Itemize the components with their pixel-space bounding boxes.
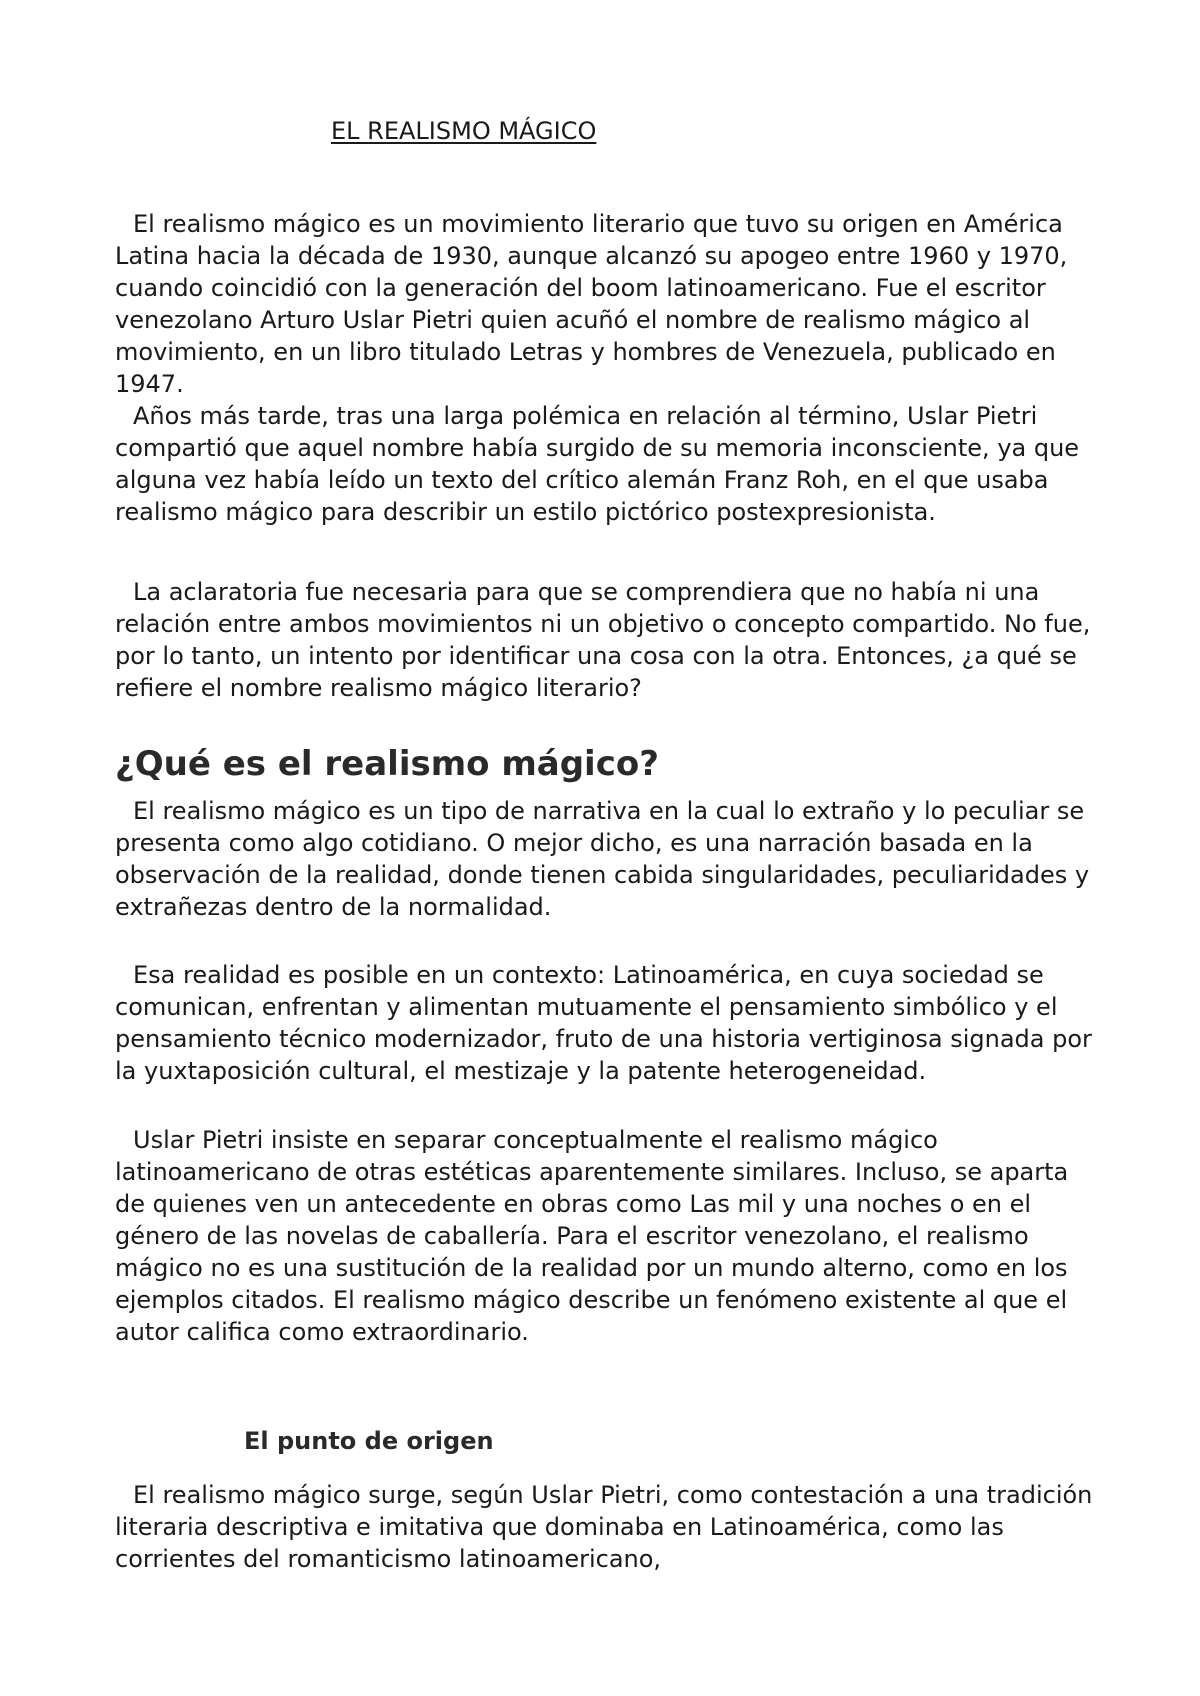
paragraph-origin: El realismo mágico es un movimiento literario que tuvo su origen en América Latina hacia la década de 1930, aunque alcanzó su apogeo entre 1960 y 1970, cuando coincidió con la generación del boom latinoamericano. Fue el escritor venezolano Arturo Uslar Pietri quien acuñó el nombre de realismo mágico al movimiento, en un libro titulado Letras y hombres de Venezuela, publicado en 1947. [115,210,1068,398]
paragraph-distinction: Uslar Pietri insiste en separar conceptualmente el realismo mágico latinoamericano de otras estéticas aparentemente similares. Incluso, se aparta de quienes ven un antecedente en obras como Las mil y una noches o en el género de las novelas de caballería. Para el escritor venezolano, el realismo mágico no es una sustitución de la realidad por un mundo alterno, como en los ejemplos citados. El realismo mágico describe un fenómeno existente al que el autor califica como extraordinario. [115,1126,1069,1346]
paragraph-context: Esa realidad es posible en un contexto: Latinoamérica, en cuya sociedad se comunican, enfrentan y alimentan mutuamente el pensamiento simbólico y el pensamiento técnico modernizador, fruto de una historia vertiginosa signada por la yuxtaposición cultural, el mestizaje y la patente heterogeneidad. [115,961,1092,1085]
section-heading: ¿Qué es el realismo mágico? [115,744,659,784]
paragraph-years-later: Años más tarde, tras una larga polémica en relación al término, Uslar Pietri compartió que aquel nombre había surgido de su memoria inconsciente, ya que alguna vez había leído un texto del crítico alemán Franz Roh, en el que usaba realismo mágico para describir un estilo pictórico postexpresionista. [115,402,1080,526]
document-title: EL REALISMO MÁGICO [331,117,597,145]
subsection-heading: El punto de origen [244,1427,494,1455]
paragraph-clarification: La aclaratoria fue necesaria para que se comprendiera que no había ni una relación entre ambos movimientos ni un objetivo o concepto compartido. No fue, por lo tanto, un intento por identificar una cosa con la otra. Entonces, ¿a qué se refiere el nombre realismo mágico literario? [115,578,1091,702]
paragraph-starting-point: El realismo mágico surge, según Uslar Pietri, como contestación a una tradición literaria descriptiva e imitativa que dominaba en Latinoamérica, como las corrientes del romanticismo latinoamericano, [115,1481,1093,1573]
paragraph-definition: El realismo mágico es un tipo de narrativa en la cual lo extraño y lo peculiar se presenta como algo cotidiano. O mejor dicho, es una narración basada en la observación de la realidad, donde tienen cabida singularidades, peculiaridades y extrañezas dentro de la normalidad. [115,797,1090,921]
